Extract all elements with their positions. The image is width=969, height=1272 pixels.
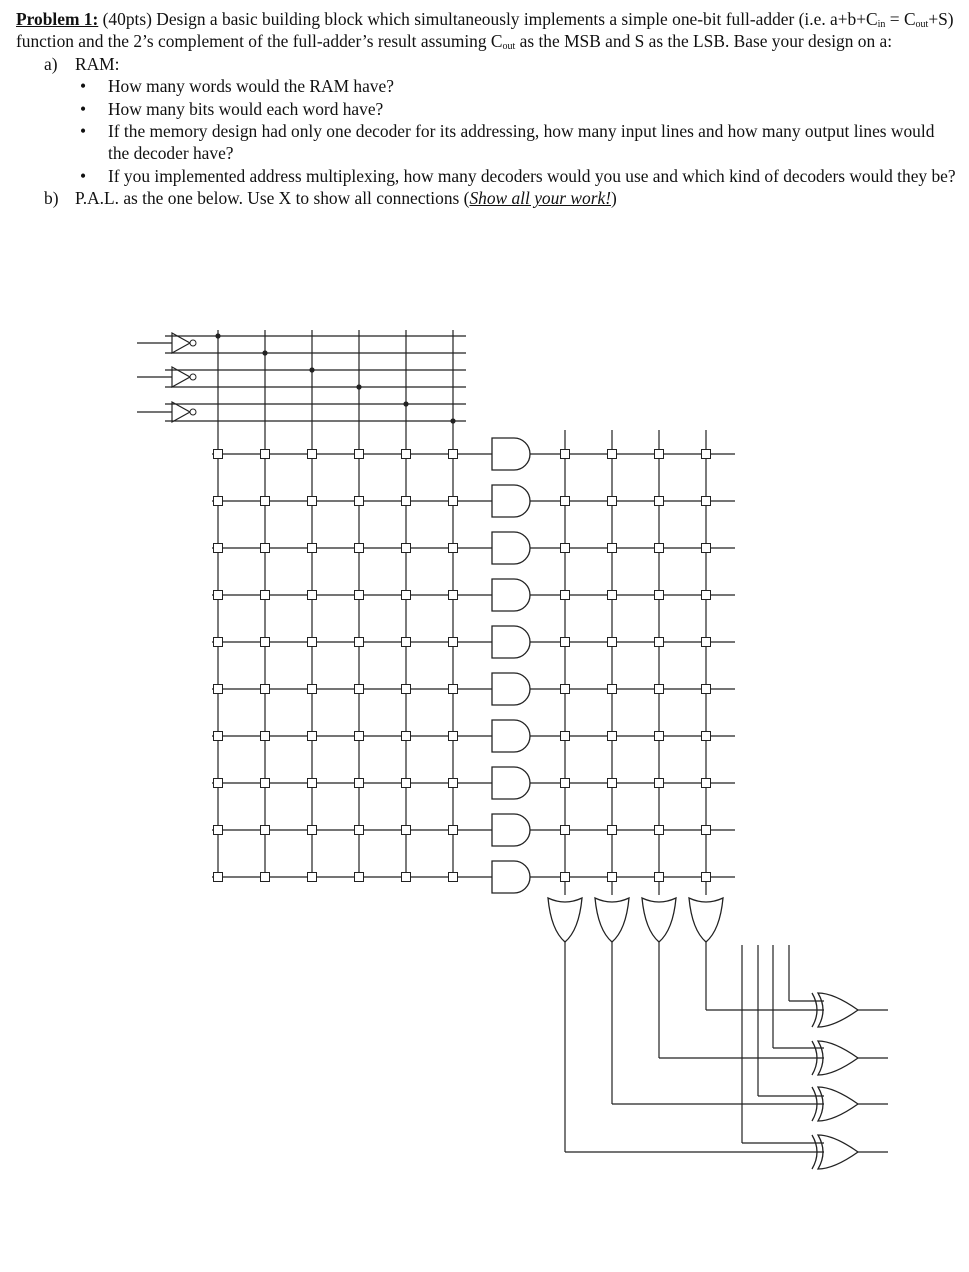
fuse-square-icon: [561, 826, 570, 835]
fuse-square-icon: [355, 685, 364, 694]
fuse-square-icon: [402, 544, 411, 553]
fuse-square-icon: [449, 544, 458, 553]
fuse-square-icon: [655, 732, 664, 741]
fuse-square-icon: [308, 638, 317, 647]
fuse-square-icon: [308, 450, 317, 459]
fuse-square-icon: [449, 638, 458, 647]
fuse-square-icon: [355, 873, 364, 882]
connection-dot: [450, 418, 455, 423]
bullet: •: [80, 165, 87, 186]
problem-label: Problem 1:: [16, 9, 99, 29]
fuse-square-icon: [655, 826, 664, 835]
and-gate-icon: [492, 861, 530, 893]
part-b-text: P.A.L. as the one below. Use X to show all connections (: [75, 188, 470, 209]
fuse-square-icon: [214, 591, 223, 600]
fuse-square-icon: [608, 450, 617, 459]
connection-dot: [356, 384, 361, 389]
fuse-square-icon: [702, 685, 711, 694]
fuse-square-icon: [214, 544, 223, 553]
fuse-square-icon: [655, 638, 664, 647]
fuse-square-icon: [402, 873, 411, 882]
fuse-square-icon: [702, 591, 711, 600]
cout-subscript: out: [502, 41, 516, 53]
fuse-square-icon: [355, 732, 364, 741]
fuse-square-icon: [702, 826, 711, 835]
fuse-square-icon: [214, 732, 223, 741]
fuse-square-icon: [702, 638, 711, 647]
fuse-square-icon: [702, 544, 711, 553]
fuse-square-icon: [655, 544, 664, 553]
fuse-square-icon: [561, 685, 570, 694]
fuse-square-icon: [261, 779, 270, 788]
statement-part: +S) function and the 2’s complement of the full-adder’s result assuming C: [16, 9, 954, 52]
or-gate-icon: [689, 898, 723, 942]
fuse-square-icon: [402, 779, 411, 788]
fuse-square-icon: [608, 638, 617, 647]
fuse-square-icon: [214, 826, 223, 835]
fuse-square-icon: [261, 450, 270, 459]
fuse-square-icon: [402, 450, 411, 459]
and-gate-icon: [492, 579, 530, 611]
or-gate-icon: [548, 898, 582, 942]
inverter-bubble-icon: [190, 409, 196, 415]
fuse-square-icon: [608, 591, 617, 600]
fuse-square-icon: [308, 685, 317, 694]
statement-part: = C: [885, 9, 916, 29]
or-gate-icon: [642, 898, 676, 942]
connection-dot: [403, 401, 408, 406]
fuse-square-icon: [308, 497, 317, 506]
fuse-square-icon: [261, 685, 270, 694]
fuse-square-icon: [261, 826, 270, 835]
fuse-square-icon: [308, 779, 317, 788]
fuse-square-icon: [214, 873, 223, 882]
fuse-square-icon: [214, 497, 223, 506]
fuse-square-icon: [355, 450, 364, 459]
and-gate-icon: [492, 438, 530, 470]
fuse-square-icon: [561, 450, 570, 459]
fuse-square-icon: [561, 732, 570, 741]
fuse-square-icon: [449, 732, 458, 741]
statement-part: Design a basic building block which simultaneously implements a simple one-bit full-adder (i.e. a+b+C: [156, 9, 878, 29]
or-gate-icon: [595, 898, 629, 942]
question-text: If the memory design had only one decoder for its addressing, how many input lines and how many output lines would the decoder have?: [108, 121, 935, 164]
fuse-square-icon: [308, 873, 317, 882]
and-gate-icon: [492, 814, 530, 846]
fuse-square-icon: [449, 685, 458, 694]
fuse-square-icon: [308, 732, 317, 741]
fuse-square-icon: [261, 638, 270, 647]
fuse-square-icon: [608, 826, 617, 835]
fuse-square-icon: [655, 497, 664, 506]
part-b-emphasis: Show all your work!: [469, 188, 611, 209]
fuse-square-icon: [308, 591, 317, 600]
inverter-bubble-icon: [190, 340, 196, 346]
question-text: If you implemented address multiplexing, how many decoders would you use and which kind of decoders would they be?: [108, 165, 956, 186]
fuse-square-icon: [608, 685, 617, 694]
fuse-square-icon: [261, 732, 270, 741]
cin-subscript: in: [877, 19, 886, 30]
fuse-square-icon: [261, 873, 270, 882]
fuse-square-icon: [214, 638, 223, 647]
bullet: •: [80, 121, 87, 142]
fuse-square-icon: [561, 544, 570, 553]
fuse-square-icon: [608, 779, 617, 788]
fuse-square-icon: [561, 779, 570, 788]
fuse-square-icon: [561, 497, 570, 506]
fuse-square-icon: [402, 732, 411, 741]
fuse-square-icon: [702, 450, 711, 459]
and-gate-icon: [492, 532, 530, 564]
fuse-square-icon: [449, 826, 458, 835]
input-buffer-icon: [172, 402, 190, 422]
and-gate-icon: [492, 626, 530, 658]
fuse-square-icon: [561, 591, 570, 600]
connection-dot: [262, 350, 267, 355]
cout-subscript: out: [915, 19, 929, 30]
fuse-square-icon: [702, 779, 711, 788]
fuse-square-icon: [449, 873, 458, 882]
fuse-square-icon: [608, 544, 617, 553]
part-a-title: RAM:: [75, 53, 120, 74]
fuse-square-icon: [402, 826, 411, 835]
part-a-tag: a): [44, 53, 58, 74]
fuse-square-icon: [561, 873, 570, 882]
fuse-square-icon: [308, 544, 317, 553]
fuse-square-icon: [214, 450, 223, 459]
statement-part: as the MSB and S as the LSB. Base your design on a:: [515, 31, 893, 52]
fuse-square-icon: [655, 591, 664, 600]
problem-points: (40pts): [102, 9, 152, 29]
bullet: •: [80, 98, 87, 119]
and-gate-icon: [492, 673, 530, 705]
fuse-square-icon: [702, 732, 711, 741]
fuse-square-icon: [355, 497, 364, 506]
and-gate-icon: [492, 767, 530, 799]
fuse-square-icon: [655, 779, 664, 788]
fuse-square-icon: [449, 450, 458, 459]
fuse-square-icon: [355, 544, 364, 553]
fuse-square-icon: [402, 638, 411, 647]
fuse-square-icon: [261, 497, 270, 506]
fuse-square-icon: [355, 638, 364, 647]
fuse-square-icon: [608, 497, 617, 506]
fuse-square-icon: [355, 826, 364, 835]
fuse-square-icon: [402, 591, 411, 600]
and-gate-icon: [492, 485, 530, 517]
fuse-square-icon: [214, 685, 223, 694]
part-b-close: ): [611, 188, 617, 209]
fuse-square-icon: [449, 779, 458, 788]
fuse-square-icon: [655, 873, 664, 882]
fuse-square-icon: [702, 497, 711, 506]
inverter-bubble-icon: [190, 374, 196, 380]
fuse-square-icon: [402, 497, 411, 506]
and-gate-icon: [492, 720, 530, 752]
fuse-square-icon: [608, 732, 617, 741]
fuse-square-icon: [308, 826, 317, 835]
fuse-square-icon: [261, 544, 270, 553]
fuse-square-icon: [702, 873, 711, 882]
fuse-square-icon: [655, 685, 664, 694]
fuse-square-icon: [402, 685, 411, 694]
fuse-square-icon: [355, 591, 364, 600]
fuse-square-icon: [655, 450, 664, 459]
connection-dot: [215, 333, 220, 338]
part-b-tag: b): [44, 188, 59, 209]
fuse-square-icon: [355, 779, 364, 788]
fuse-square-icon: [449, 591, 458, 600]
fuse-square-icon: [608, 873, 617, 882]
fuse-square-icon: [561, 638, 570, 647]
question-text: How many words would the RAM have?: [108, 76, 394, 97]
fuse-square-icon: [214, 779, 223, 788]
fuse-square-icon: [449, 497, 458, 506]
connection-dot: [309, 367, 314, 372]
question-text: How many bits would each word have?: [108, 98, 384, 119]
fuse-square-icon: [261, 591, 270, 600]
bullet: •: [80, 76, 87, 97]
